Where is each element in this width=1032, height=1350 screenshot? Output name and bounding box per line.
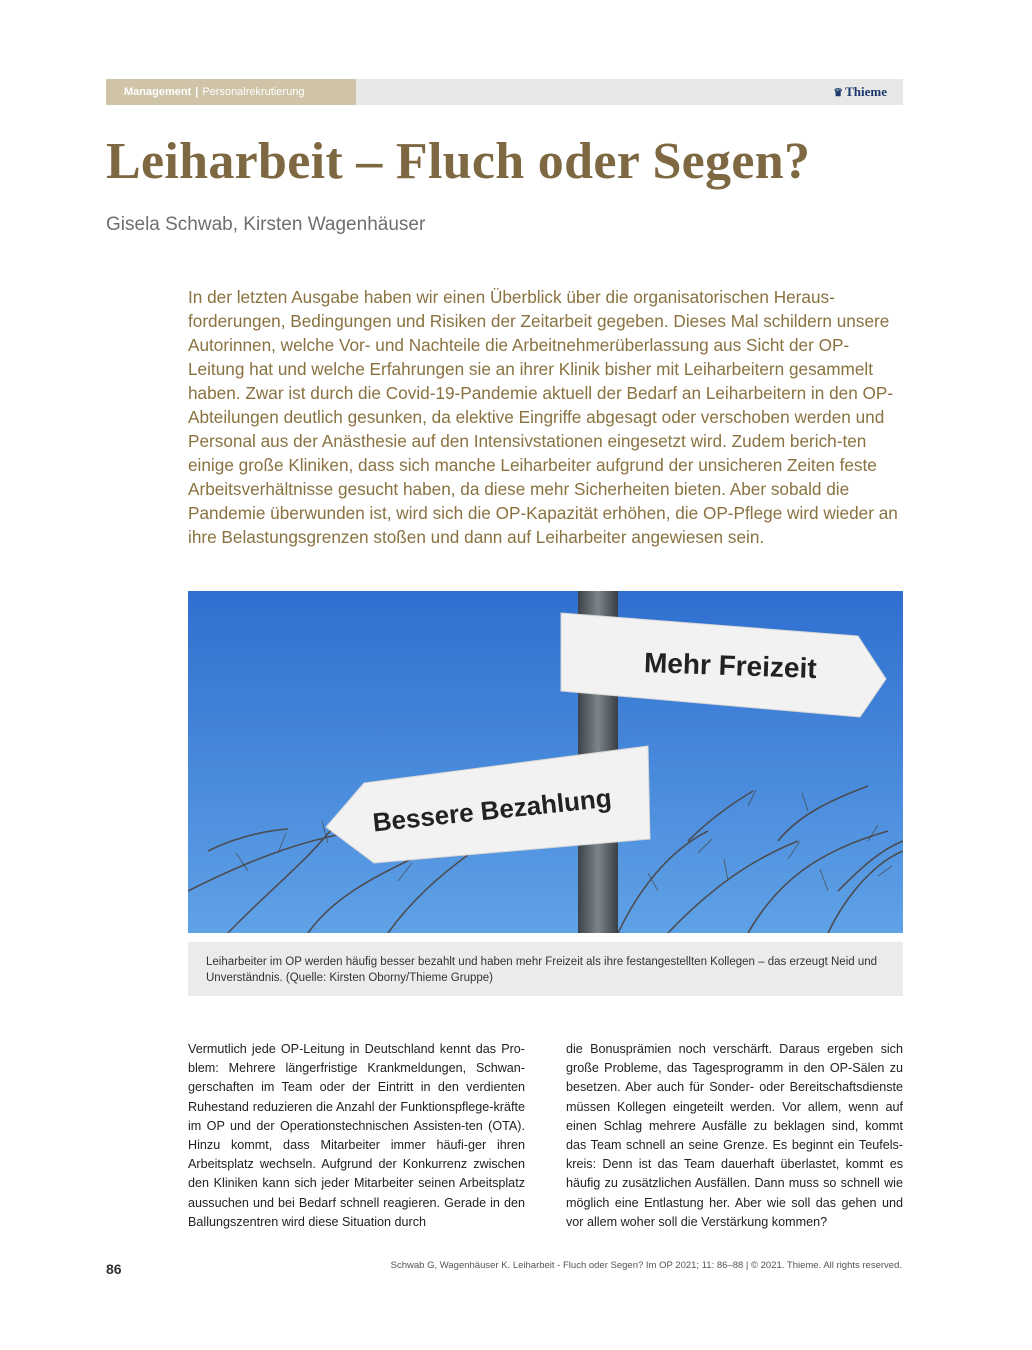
sign-top-text: Mehr Freizeit [643,647,818,685]
section-tag [106,79,356,105]
citation-line: Schwab G, Wagenhäuser K. Leiharbeit - Fluch oder Segen? Im OP 2021; 11: 86–88 | © 2021. Thieme. All rights reserved. [390,1260,902,1271]
article-authors: Gisela Schwab, Kirsten Wagenhäuser [106,214,426,235]
section-separator: | [195,86,199,98]
section-label: Management [124,86,192,98]
sign-bottom-text: Bessere Bezahlung [371,782,613,838]
page-number: 86 [106,1261,122,1277]
abstract-text: In der letzten Ausgabe haben wir einen Überblick über die organisatorischen Heraus-forderungen, Bedingungen und Risiken der Zeitarbeit gegeben. Dieses Mal schildern unsere Autorinnen, welche Vor- und Nachteile die Arbeitnehmerüberlassung aus Sicht der OP-Leitung hat und welche Erfahrungen sie an ihrer Klinik bisher mit Leiharbeitern gesammelt haben. Zwar ist durch die Covid-19-Pandemie aktuell der Bedarf an Leiharbeitern in den OP-Abteilungen deutlich gesunken, da elektive Eingriffe abgesagt oder verschoben werden und Personal aus der Anästhesie auf den Intensivstationen eingesetzt wird. Zudem berich-ten einige große Kliniken, dass sich manche Leiharbeiter aufgrund der unsicheren Zeiten feste Arbeitsverhältnisse gesucht haben, da diese mehr Sicherheiten bieten. Aber sobald die Pandemie überwunden ist, wird sich die OP-Kapazität erhöhen, die OP-Pflege wird wieder an ihre Belastungsgrenzen stoßen und dann auf Leiharbeiter angewiesen sein. [188,287,898,547]
publisher-name: Thieme [845,84,887,99]
signpost-photo [188,591,903,933]
crest-icon: ♛ [833,87,844,99]
subsection-label: Personalrekrutierung [202,86,305,98]
body-column-left [188,1040,525,1232]
body-paragraph: die Bonusprämien noch verschärft. Daraus ergeben sich große Probleme, das Tagesprogramm in den OP-Sälen zu besetzen. Aber auch für Sonder- oder Bereitschaftsdienste müssen Kollegen eingeteilt werden. Vor allem, wenn auf einen Schlag mehrere Ausfälle zu beklagen sind, kommt das Team schnell an seine Grenze. Es beginnt ein Teufels-kreis: Denn ist das Team dauerhaft überlastet, kommt es häufig zu zusätzlichen Ausfällen. Dann muss so schnell wie möglich eine Entlastung her. Aber wie soll das gehen und vor allem woher soll die Verstärkung kommen? [566,1042,903,1229]
article-title: Leiharbeit – Fluch oder Segen? [106,133,811,190]
article-abstract [188,285,903,549]
figure-caption: Leiharbeiter im OP werden häufig besser bezahlt und haben mehr Freizeit als ihre festangestellten Kollegen – das erzeugt Neid und Unverständnis. (Quelle: Kirsten Oborny/Thieme Gruppe) [188,942,903,996]
article-photo [188,591,903,933]
publisher-logo [833,79,887,105]
body-paragraph: Vermutlich jede OP-Leitung in Deutschland kennt das Pro-blem: Mehrere längerfristige Krankmeldungen, Schwan-gerschaften im Team oder der Eintritt in den verdienten Ruhestand reduzieren die Anzahl der Funktionspflege-kräfte im OP und der Operationstechnischen Assisten-ten (OTA). Hinzu kommt, dass Mitarbeiter immer häufi-ger ihren Arbeitsplatz wechseln. Aufgrund der Konkurrenz zwischen den Kliniken kann sich jeder Mitarbeiter seinen Arbeitsplatz aussuchen und bei Bedarf schnell reagieren. Gerade in den Ballungszentren wird diese Situation durch [188,1042,525,1229]
body-column-right [566,1040,903,1232]
header-bar [106,79,903,105]
